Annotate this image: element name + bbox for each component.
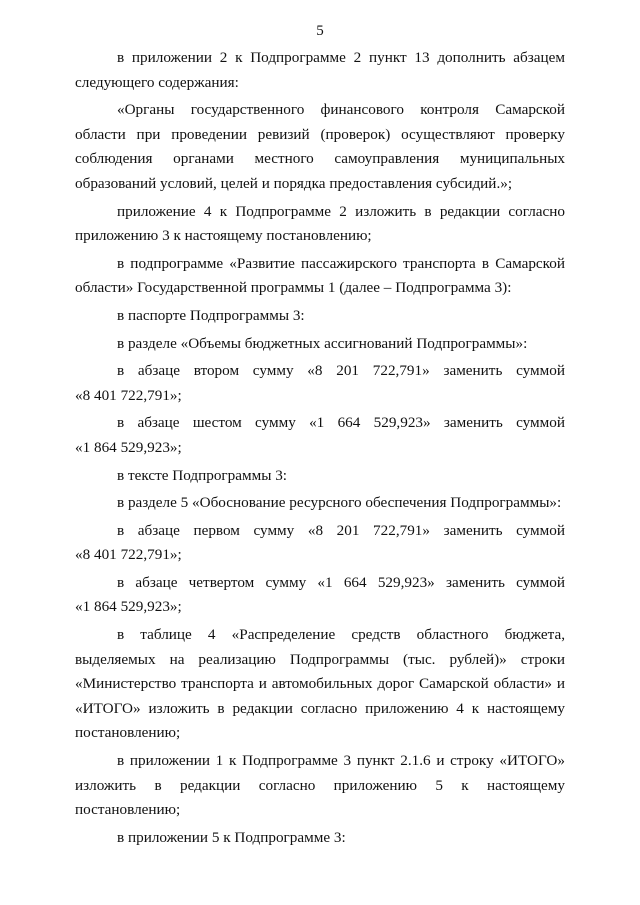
text-line: «8 401 722,791»;: [75, 386, 182, 404]
text-line: приложению 3 к настоящему постановлению;: [75, 227, 372, 245]
text-line: в приложении 1 к Подпрограмме 3 пункт 2.1.6 и строку «ИТОГО»: [117, 752, 565, 770]
page-number: 5: [316, 23, 324, 39]
text-line: выделяемых на реализацию Подпрограммы (тыс. рублей)» строки: [75, 650, 565, 668]
paragraph: [75, 200, 565, 249]
paragraph: [75, 491, 565, 516]
paragraph: [75, 623, 565, 746]
text-line: «1 864 529,923»;: [75, 598, 182, 616]
text-line: в абзаце втором сумму «8 201 722,791» заменить суммой: [117, 362, 565, 380]
text-line: в паспорте Подпрограммы 3:: [117, 306, 305, 324]
text-line: в абзаце шестом сумму «1 664 529,923» заменить суммой: [117, 414, 565, 432]
text-line: постановлению;: [75, 724, 181, 742]
text-line: в разделе 5 «Обоснование ресурсного обеспечения Подпрограммы»:: [117, 494, 562, 512]
text-line: в тексте Подпрограммы 3:: [117, 466, 288, 484]
paragraph: [75, 332, 565, 357]
text-line: «Министерство транспорта и автомобильных дорог Самарской области» и: [75, 675, 565, 693]
paragraph: [75, 252, 565, 301]
paragraph: [75, 749, 565, 823]
paragraph: [75, 46, 565, 95]
paragraph: [75, 826, 565, 851]
text-line: в таблице 4 «Распределение средств областного бюджета,: [117, 626, 565, 644]
text-line: соблюдения органами местного самоуправления муниципальных: [75, 150, 565, 168]
text-line: «1 864 529,923»;: [75, 438, 182, 456]
text-line: изложить в редакции согласно приложению 5 к настоящему: [75, 776, 565, 794]
text-line: в приложении 5 к Подпрограмме 3:: [117, 828, 346, 846]
paragraph: [75, 304, 565, 329]
paragraph: [75, 359, 565, 408]
paragraph: [75, 519, 565, 568]
text-line: в абзаце четвертом сумму «1 664 529,923» заменить суммой: [117, 573, 565, 591]
text-line: приложение 4 к Подпрограмме 2 изложить в редакции согласно: [117, 202, 565, 220]
text-line: области при проведении ревизий (проверок) осуществляют проверку: [75, 125, 565, 143]
text-line: области» Государственной программы 1 (далее – Подпрограмма 3):: [75, 279, 512, 297]
paragraph: [75, 571, 565, 620]
paragraph-list: [75, 46, 565, 850]
paragraph: [75, 464, 565, 489]
document-body: [75, 46, 565, 853]
text-line: в абзаце первом сумму «8 201 722,791» заменить суммой: [117, 521, 565, 539]
text-line: «ИТОГО» изложить в редакции согласно приложению 4 к настоящему: [75, 699, 565, 717]
text-line: в разделе «Объемы бюджетных ассигнований Подпрограммы»:: [117, 334, 528, 352]
text-line: постановлению;: [75, 801, 181, 819]
paragraph: [75, 411, 565, 460]
paragraph: [75, 98, 565, 196]
text-line: «Органы государственного финансового контроля Самарской: [117, 101, 565, 119]
text-line: образований условий, целей и порядка предоставления субсидий.»;: [75, 174, 513, 192]
text-line: в приложении 2 к Подпрограмме 2 пункт 13 дополнить абзацем: [117, 49, 565, 66]
text-line: следующего содержания:: [75, 73, 239, 91]
text-line: в подпрограмме «Развитие пассажирского транспорта в Самарской: [117, 254, 565, 272]
text-line: «8 401 722,791»;: [75, 546, 182, 564]
